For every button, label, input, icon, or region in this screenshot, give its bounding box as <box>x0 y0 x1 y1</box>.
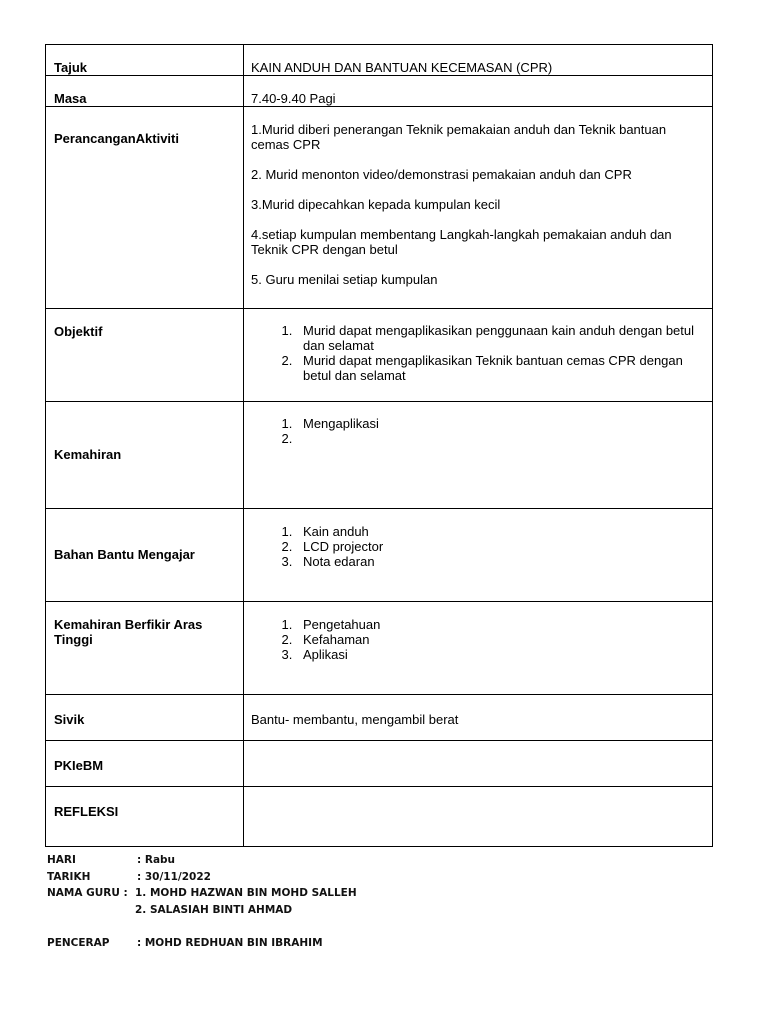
tarikh-label: TARIKH <box>47 870 91 883</box>
label-masa: Masa <box>46 76 244 107</box>
objektif-list <box>251 323 706 383</box>
pencerap-value: : MOHD REDHUAN BIN IBRAHIM <box>137 936 323 949</box>
row-masa <box>46 76 713 107</box>
label-perancangan: PerancanganAktiviti <box>46 107 244 309</box>
row-tajuk <box>46 45 713 76</box>
label-kemahiran: Kemahiran <box>46 402 244 509</box>
row-objektif <box>46 309 713 402</box>
list-item: 3. Aplikasi <box>296 647 706 662</box>
list-item: 3. Nota edaran <box>296 554 706 569</box>
value-masa: 7.40-9.40 Pagi <box>244 76 713 107</box>
value-tajuk: KAIN ANDUH DAN BANTUAN KECEMASAN (CPR) <box>244 45 713 76</box>
guru-name-2: 2. SALASIAH BINTI AHMAD <box>135 903 293 916</box>
guru-name-1: 1. MOHD HAZWAN BIN MOHD SALLEH <box>135 887 357 899</box>
row-perancangan <box>46 107 713 309</box>
activity-item: 3.Murid dipecahkan kepada kumpulan kecil <box>251 197 501 212</box>
label-sivik: Sivik <box>46 695 244 741</box>
activity-item: 4.setiap kumpulan membentang Langkah-langkah pemakaian anduh dan Teknik CPR dengan betul <box>251 227 672 257</box>
value-pkiebm <box>244 741 713 787</box>
value-sivik: Bantu- membantu, mengambil berat <box>244 695 713 741</box>
row-refleksi <box>46 787 713 847</box>
value-kemahiran <box>244 402 713 509</box>
value-perancangan <box>244 107 713 309</box>
list-item: 1. Murid dapat mengaplikasikan penggunaan kain anduh dengan betul dan selamat <box>296 323 706 353</box>
guru-label: NAMA GURU : <box>47 887 128 899</box>
tarikh-value: : 30/11/2022 <box>137 870 211 883</box>
lesson-plan-table <box>45 44 713 847</box>
list-item: 1. Mengaplikasi <box>296 416 706 431</box>
list-item: 1. Pengetahuan <box>296 617 706 632</box>
row-kbat <box>46 602 713 695</box>
list-item: 2. LCD projector <box>296 539 706 554</box>
label-tajuk: Tajuk <box>46 45 244 76</box>
label-pkiebm: PKIeBM <box>46 741 244 787</box>
list-item: 1. Kain anduh <box>296 524 706 539</box>
pencerap-label: PENCERAP <box>47 936 110 949</box>
list-item <box>296 431 706 446</box>
value-objektif <box>244 309 713 402</box>
row-pkiebm <box>46 741 713 787</box>
label-kbat: Kemahiran Berfikir Aras Tinggi <box>46 602 244 695</box>
activity-item: 2. Murid menonton video/demonstrasi pemakaian anduh dan CPR <box>251 167 632 182</box>
list-item: 2. Murid dapat mengaplikasikan Teknik bantuan cemas CPR dengan betul dan selamat <box>296 353 706 383</box>
activity-item: 1.Murid diberi penerangan Teknik pemakaian anduh dan Teknik bantuan cemas CPR <box>251 122 667 152</box>
label-refleksi: REFLEKSI <box>46 787 244 847</box>
value-refleksi <box>244 787 713 847</box>
bahan-list <box>251 524 706 569</box>
value-bahan <box>244 509 713 602</box>
row-bahan <box>46 509 713 602</box>
hari-label: HARI <box>47 854 76 866</box>
kbat-list <box>251 617 706 662</box>
activity-item: 5. Guru menilai setiap kumpulan <box>251 272 438 287</box>
row-kemahiran <box>46 402 713 509</box>
kemahiran-list <box>251 416 706 446</box>
value-kbat <box>244 602 713 695</box>
label-objektif: Objektif <box>46 309 244 402</box>
hari-value: : Rabu <box>137 854 176 866</box>
list-item: 2. Kefahaman <box>296 632 706 647</box>
label-bahan: Bahan Bantu Mengajar <box>46 509 244 602</box>
row-sivik <box>46 695 713 741</box>
